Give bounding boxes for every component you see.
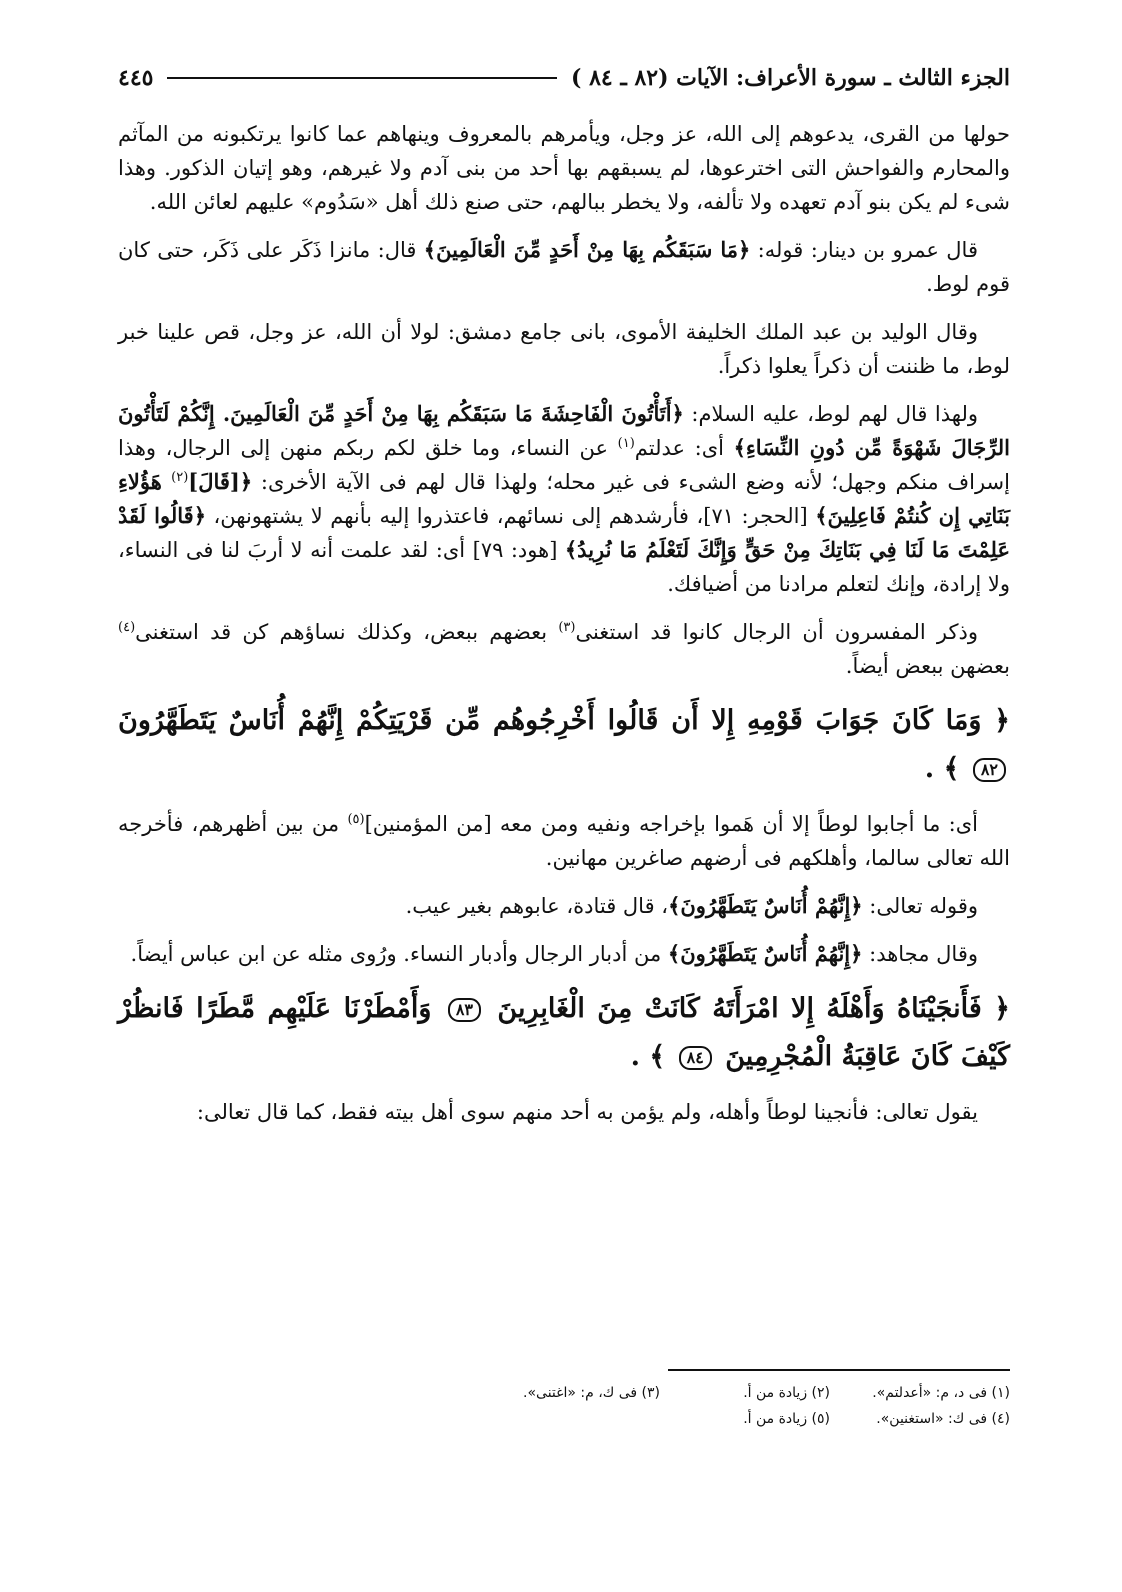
text-run: ولهذا قال لهم لوط، عليه السلام:	[683, 402, 979, 426]
footnote: (٤) فى ك: «استغنين».	[876, 1411, 1010, 1427]
paragraph	[118, 315, 1010, 383]
verse-text: ﴿ وَمَا كَانَ جَوَابَ قَوْمِهِ إِلا أَن قَالُوا أَخْرِجُوهُم مِّن قَرْيَتِكُمْ إِنَّهُمْ أُنَاسٌ يَتَطَهَّرُونَ	[118, 705, 1010, 736]
footnote: (٣) فى ك، م: «اغتنى».	[523, 1385, 660, 1401]
paragraph	[118, 397, 1010, 601]
footnote-row	[320, 1380, 1010, 1406]
quran-quote: هَؤُلاءِ بَنَاتِي إِن كُنتُمْ فَاعِلِينَ﴾	[118, 469, 1011, 528]
text-run: بعضهم ببعض، وكذلك نساؤهم كن قد استغنى	[135, 620, 559, 644]
header-rule	[167, 77, 557, 79]
quran-verse	[118, 985, 1010, 1081]
verse-text: وَأَمْطَرْنَا عَلَيْهِم مَّطَرًا فَانظُرْ كَيْفَ كَانَ عَاقِبَةُ الْمُجْرِمِينَ	[118, 993, 1010, 1072]
footnote-ref[interactable]: (٢)	[171, 470, 189, 485]
paragraph	[118, 807, 1010, 875]
verse-text: ﴿ فَأَنجَيْنَاهُ وَأَهْلَهُ إِلا امْرَأَتَهُ كَانَتْ مِنَ الْغَابِرِينَ	[485, 993, 1010, 1024]
text-run: أى: ما أجابوا لوطاً إلا أن هَموا بإخراجه ونفيه ومن معه [من المؤمنين]	[364, 812, 978, 836]
text-run: ، قال قتادة، عابوهم بغير عيب.	[405, 894, 669, 918]
footnote-ref[interactable]: (١)	[617, 436, 635, 451]
running-header	[118, 58, 1010, 98]
footnote: (٢) زيادة من أ.	[743, 1385, 830, 1401]
text-run: وذكر المفسرون أن الرجال كانوا قد استغنى	[575, 620, 978, 644]
quran-quote: ﴿إِنَّهُمْ أُنَاسٌ يَتَطَهَّرُونَ﴾	[667, 941, 863, 966]
paragraph	[118, 937, 1010, 971]
text-run: [هود: ٧٩] أى: لقد علمت أنه لا أربَ لنا فى النساء، ولا إرادة، وإنك لتعلم مرادنا من أضيافك.	[118, 538, 1010, 596]
footnote-row	[320, 1406, 1010, 1432]
paragraph	[118, 889, 1010, 923]
verse-number-badge: ٨٣	[448, 998, 481, 1022]
footnotes	[320, 1380, 1010, 1432]
text-run: أى: عدلتم	[634, 436, 734, 460]
footnote-ref[interactable]: (٤)	[118, 620, 136, 635]
footnote-separator	[668, 1369, 1010, 1371]
paragraph	[118, 117, 1010, 219]
verse-number-badge: ٨٤	[679, 1046, 712, 1070]
text-run: بعضهن ببعض أيضاً.	[845, 654, 1010, 678]
text-run: حولها من القرى، يدعوهم إلى الله، عز وجل، ويأمرهم بالمعروف وينهاهم عما كانوا يرتكبونه من المآثم والمحارم والفواحش التى اخترعوها، لم يسبقهم بها أحد من بنى آدم ولا غيرهم، وهو إتيان الذكور. وهذا شىء لم يكن بنو آدم تعهده ولا تألفه، ولا يخطر ببالهم، حتى صنع ذلك أهل «سَدُوم» عليهم لعائن الله.	[118, 122, 1010, 214]
text-run: من بين أظهرهم، فأخرجه الله تعالى سالما، وأهلكهم فى أرضهم صاغرين مهانين.	[118, 812, 1010, 870]
text-run: [الحجر: ٧١]، فأرشدهم إلى نسائهم، فاعتذروا إليه بأنهم لا يشتهونهن،	[206, 504, 816, 528]
footnote-ref[interactable]: (٥)	[347, 812, 365, 827]
quran-quote: ﴿قَالُوا لَقَدْ عَلِمْتَ مَا لَنَا فِي بَنَاتِكَ مِنْ حَقٍّ وَإِنَّكَ لَتَعْلَمُ مَا نُرِيدُ﴾	[118, 503, 1010, 562]
text-run: وقال الوليد بن عبد الملك الخليفة الأموى، بانى جامع دمشق: لولا أن الله، عز وجل، قص علينا خبر لوط، ما ظننت أن ذكراً يعلوا ذكراً.	[118, 320, 1010, 378]
paragraph	[118, 1095, 1010, 1129]
verse-text: ﴾ .	[630, 1041, 675, 1072]
quran-quote: ﴿[قَالَ]	[188, 469, 253, 494]
running-title: الجزء الثالث ـ سورة الأعراف: الآيات (٨٢ ـ ٨٤ )	[570, 65, 1010, 91]
quran-verse	[118, 697, 1010, 793]
footnote: (٥) زيادة من أ.	[743, 1411, 830, 1427]
page-number: ٤٤٥	[118, 65, 154, 91]
footnote-ref[interactable]: (٣)	[558, 620, 576, 635]
text-run: وقوله تعالى:	[862, 894, 978, 918]
text-run: وقال مجاهد:	[862, 942, 978, 966]
text-run: قال عمرو بن دينار: قوله:	[750, 238, 978, 262]
text-run: يقول تعالى: فأنجينا لوطاً وأهله، ولم يؤمن به أحد منهم سوى أهل بيته فقط، كما قال تعالى:	[196, 1100, 978, 1124]
text-run: قال: مانزا ذَكَر على ذَكَر، حتى كان قوم لوط.	[118, 238, 1010, 296]
quran-quote: ﴿مَا سَبَقَكُم بِهَا مِنْ أَحَدٍ مِّنَ الْعَالَمِينَ﴾	[423, 237, 751, 262]
paragraph	[118, 615, 1010, 683]
paragraph	[118, 233, 1010, 301]
text-run: عن النساء، وما خلق لكم ربكم منهن إلى الرجال، وهذا إسراف منكم وجهل؛ لأنه وضع الشىء فى غير محله؛ ولهذا قال لهم فى الآية الأخرى:	[118, 436, 1010, 494]
quran-quote: ﴿إِنَّهُمْ أُنَاسٌ يَتَطَهَّرُونَ﴾	[668, 893, 863, 918]
footnote: (١) فى د، م: «أعدلتم».	[872, 1385, 1010, 1401]
verse-number-badge: ٨٢	[973, 758, 1006, 782]
quran-quote: ﴿أَتَأْتُونَ الْفَاحِشَةَ مَا سَبَقَكُم بِهَا مِنْ أَحَدٍ مِّنَ الْعَالَمِينَ. إِنَّكُمْ لَتَأْتُونَ الرِّجَالَ شَهْوَةً مِّن دُونِ النِّسَاءِ﴾	[118, 401, 1011, 460]
verse-text: ﴾ .	[924, 753, 969, 784]
body-text	[118, 117, 1010, 1143]
text-run: من أدبار الرجال وأدبار النساء. ورُوى مثله عن ابن عباس أيضاً.	[130, 942, 668, 966]
